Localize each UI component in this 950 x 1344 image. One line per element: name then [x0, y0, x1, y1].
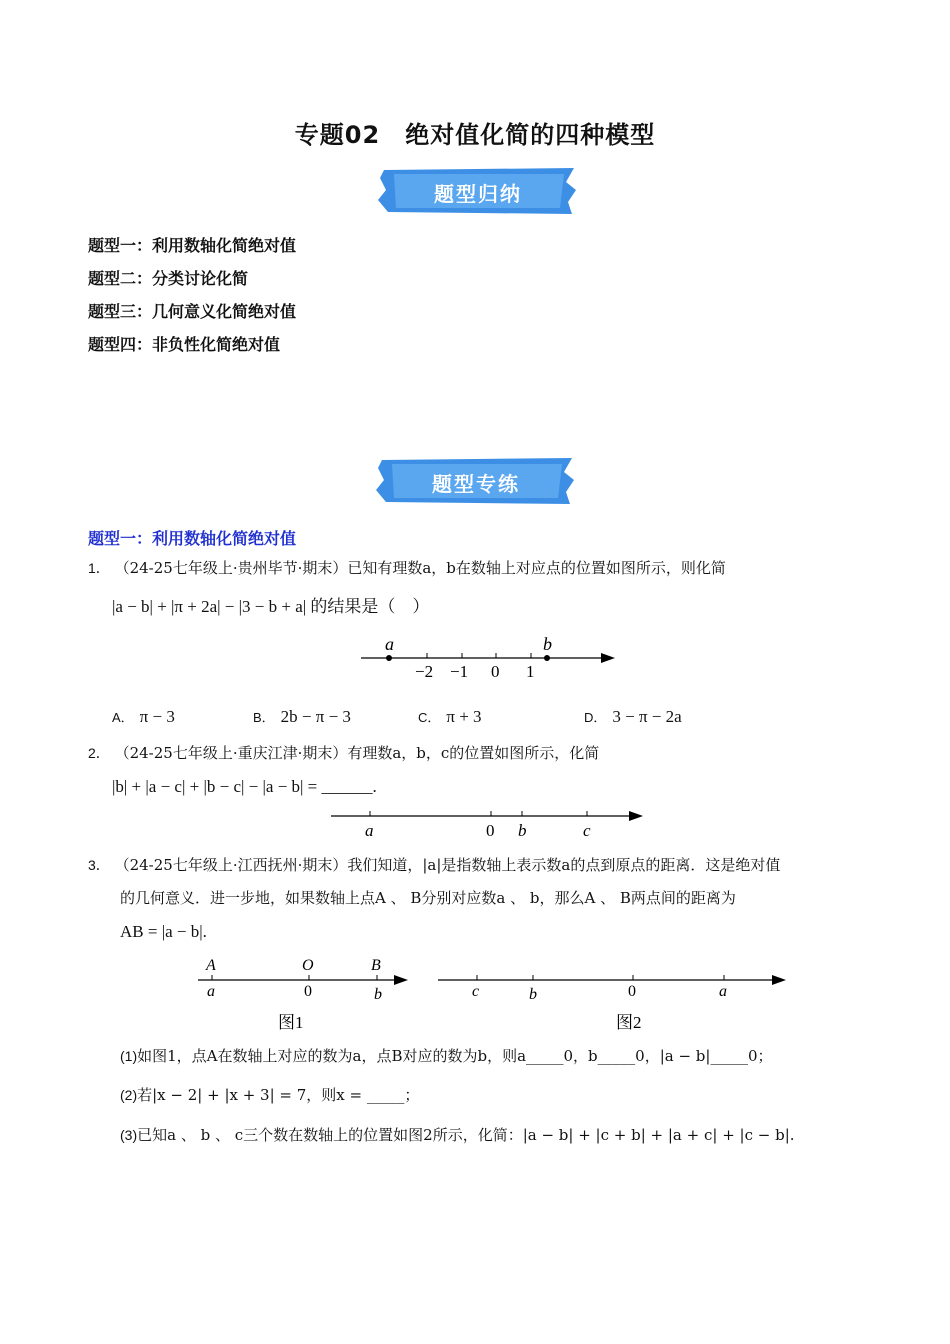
- banner-practice-label: 题型专练: [432, 472, 520, 496]
- question-text-line-1: （24-25七年级上·江西抚州·期末）我们知道，|a|是指数轴上表示数a的点到原点的距离．这是绝对值: [114, 856, 781, 874]
- point-O-label: O: [302, 957, 314, 974]
- value-a-label: a: [207, 983, 215, 1000]
- option-b[interactable]: B． 2b − π − 3: [253, 707, 351, 726]
- point-b-label: b: [518, 821, 527, 840]
- toc-item-1[interactable]: 题型一：利用数轴化简绝对值: [88, 236, 297, 255]
- sub-question-2: (2)若|x − 2| + |x + 3| = 7，则x = _____；: [120, 1086, 420, 1104]
- section-heading-1: 题型一：利用数轴化简绝对值: [88, 529, 297, 548]
- option-a[interactable]: A． π − 3: [112, 707, 175, 726]
- toc-item-4[interactable]: 题型四：非负性化简绝对值: [88, 335, 281, 354]
- figure-2-caption: 图2: [616, 1013, 642, 1032]
- question-text-line-3: AB = |a − b|.: [120, 922, 207, 941]
- number-line-q1: [355, 630, 625, 686]
- figure-2: [432, 950, 802, 1035]
- tick-label: −2: [415, 662, 434, 681]
- question-2-expression: |b| + |a − c| + |b − c| − |a − b| = ______.: [112, 777, 377, 796]
- point-a-label: a: [365, 821, 374, 840]
- point-b-label: b: [543, 634, 552, 654]
- sub-question-1: (1)如图1，点A在数轴上对应的数为a，点B对应的数为b，则a_____0，b_____0，|a − b|_____0；: [120, 1047, 773, 1065]
- question-1: [88, 557, 726, 579]
- question-number: 2．: [88, 745, 110, 761]
- point-b-label: b: [529, 986, 537, 1003]
- point-a-label: a: [385, 634, 394, 654]
- toc-item-2[interactable]: 题型二：分类讨论化简: [88, 269, 249, 288]
- toc-item-3[interactable]: 题型三：几何意义化简绝对值: [88, 302, 297, 321]
- value-b-label: b: [374, 986, 382, 1003]
- tick-label: 0: [491, 662, 500, 681]
- tick-label: 1: [526, 662, 535, 681]
- figure-1: [190, 950, 420, 1035]
- point-B-label: B: [371, 957, 381, 974]
- question-number: 3．: [88, 857, 110, 873]
- option-d[interactable]: D． 3 − π − 2a: [584, 707, 682, 726]
- origin-label: 0: [628, 983, 636, 1000]
- banner-summary: [378, 168, 578, 214]
- page-title: 专题02 绝对值化简的四种模型: [294, 121, 656, 149]
- question-1-expression: |a − b| + |π + 2a| − |3 − b + a| 的结果是（ ）: [112, 597, 430, 616]
- question-text-line-2: 的几何意义．进一步地，如果数轴上点A 、 B分别对应数a 、 b，那么A 、 B两点间的距离为: [120, 889, 736, 907]
- tick-label: −1: [450, 662, 469, 681]
- point-a-label: a: [719, 983, 727, 1000]
- question-2: [88, 742, 599, 764]
- option-c[interactable]: C． π + 3: [418, 707, 482, 726]
- point-c-label: c: [472, 983, 480, 1000]
- question-text: （24-25七年级上·贵州毕节·期末）已知有理数a，b在数轴上对应点的位置如图所示，则化简: [114, 559, 726, 577]
- sub-question-3: (3)已知a 、 b 、 c三个数在数轴上的位置如图2所示，化简：|a − b| + |c + b| + |a + c| + |c − b|.: [120, 1126, 795, 1144]
- point-A-label: A: [206, 957, 216, 974]
- point-c-label: c: [583, 821, 591, 840]
- banner-practice: [376, 458, 576, 504]
- banner-summary-label: 题型归纳: [434, 182, 522, 206]
- question-number: 1．: [88, 560, 110, 576]
- question-text: （24-25七年级上·重庆江津·期末）有理数a，b，c的位置如图所示，化简: [114, 744, 600, 762]
- number-line-q2: [325, 802, 655, 844]
- origin-label: 0: [486, 821, 495, 840]
- figure-1-caption: 图1: [278, 1013, 304, 1032]
- origin-label: 0: [304, 983, 312, 1000]
- question-3: [88, 854, 780, 876]
